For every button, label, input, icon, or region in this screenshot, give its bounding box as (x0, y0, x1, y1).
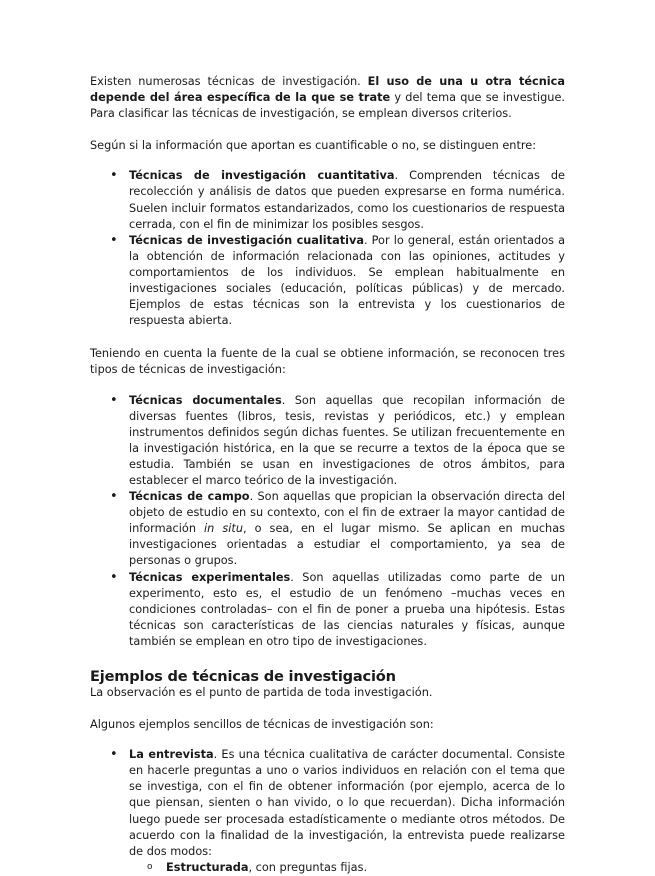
list-item (90, 747, 565, 860)
list-item-term: Técnicas de investigación cualitativa (129, 233, 364, 247)
intro-text: Existen numerosas técnicas de investigación. (90, 75, 368, 88)
list-item-text-end: , o sea, en el lugar mismo. Se aplican en muchas investigaciones orientadas a estudiar el comportamiento, ya sea de personas o grupos. (129, 522, 565, 568)
intro-paragraph (90, 74, 565, 122)
intro-bold-text: El uso de una u otra técnica depende del área específica de la que se trate (90, 75, 565, 105)
examples-intro: Algunos ejemplos sencillos de técnicas de investigación son: (90, 718, 434, 732)
list-item-term: Técnicas documentales (129, 393, 282, 407)
list-item (90, 393, 565, 490)
quantitative-qualitative-list (90, 168, 565, 329)
list-item (90, 233, 565, 330)
sublist-item-text: , con preguntas fijas. (248, 860, 368, 874)
list-item (90, 489, 565, 569)
list-item-text: . Son aquellas que propician la observación directa del objeto de estudio en su contexto, con el fin de extraer la mayor cantidad de información (129, 490, 565, 536)
sublist-item-term: Estructurada (166, 860, 249, 874)
intro-text-end: y del tema que se investigue. Para clasificar las técnicas de investigación, se emplean diversos criterios. (90, 91, 565, 121)
list-item-term: Técnicas de campo (129, 490, 250, 504)
list-item-term: La entrevista (129, 748, 214, 762)
criterion-source: Teniendo en cuenta la fuente de la cual se obtiene información, se reconocen tres tipos de técnicas de investigación: (90, 347, 565, 377)
section-lead: La observación es el punto de partida de toda investigación. (90, 686, 433, 699)
sublist-item (129, 860, 565, 876)
criterion-quantifiable: Según si la información que aportan es cuantificable o no, se distinguen entre: (90, 139, 537, 153)
section-heading: Ejemplos de técnicas de investigación (90, 668, 396, 685)
list-item-term: Técnicas experimentales (129, 570, 291, 584)
list-item (90, 168, 565, 232)
list-item-text: . Son aquellas utilizadas como parte de un experimento, esto es, el estudio de un fenómeno –muchas veces en condiciones controladas– con el fin de poner a prueba una hipótesis. Estas técnicas son características de las ciencias naturales y físicas, aunque también se emplean en otro tipo de investigaciones. (129, 570, 565, 648)
list-item (90, 570, 565, 650)
interview-modes-sublist (90, 860, 565, 876)
source-techniques-list (90, 393, 565, 651)
examples-list (90, 747, 565, 860)
list-item-term: Técnicas de investigación cuantitativa (129, 169, 395, 183)
list-item-text: . Por lo general, están orientados a la obtención de información relacionada con las opiniones, actitudes y comportamientos de los individuos. Se emplean habitualmente en investigaciones sociales (educación, políticas públicas) y de mercado. Ejemplos de estas técnicas son la entrevista y los cuestionarios de respuesta abierta. (129, 233, 566, 328)
italic-term: in situ (204, 522, 243, 536)
list-item-text: . Son aquellas que recopilan información de diversas fuentes (libros, tesis, revistas y periódicos, etc.) y emplean instrumentos definidos según dichas fuentes. Se utilizan frecuentemente en la investigación histórica, en la que se recurre a textos de la época que se estudia. También se usan en investigaciones de otros ámbitos, para establecer el marco teórico de la investigación. (129, 393, 565, 487)
list-item-text: . Es una técnica cualitativa de carácter documental. Consiste en hacerle preguntas a uno o varios individuos en relación con el tema que se investiga, con el fin de obtener información (por ejemplo, acerca de lo que piensan, sienten o han vivido, o lo que recuerdan). Dicha información luego puede ser procesada estadísticamente o mediante otros métodos. De acuerdo con la finalidad de la investigación, la entrevista puede realizarse de dos modos: (129, 748, 566, 858)
list-item-text: . Comprenden técnicas de recolección y análisis de datos que pueden expresarse en forma numérica. Suelen incluir formatos estandarizados, como los cuestionarios de respuesta cerrada, con el fin de minimizar los posibles sesgos. (129, 169, 565, 231)
